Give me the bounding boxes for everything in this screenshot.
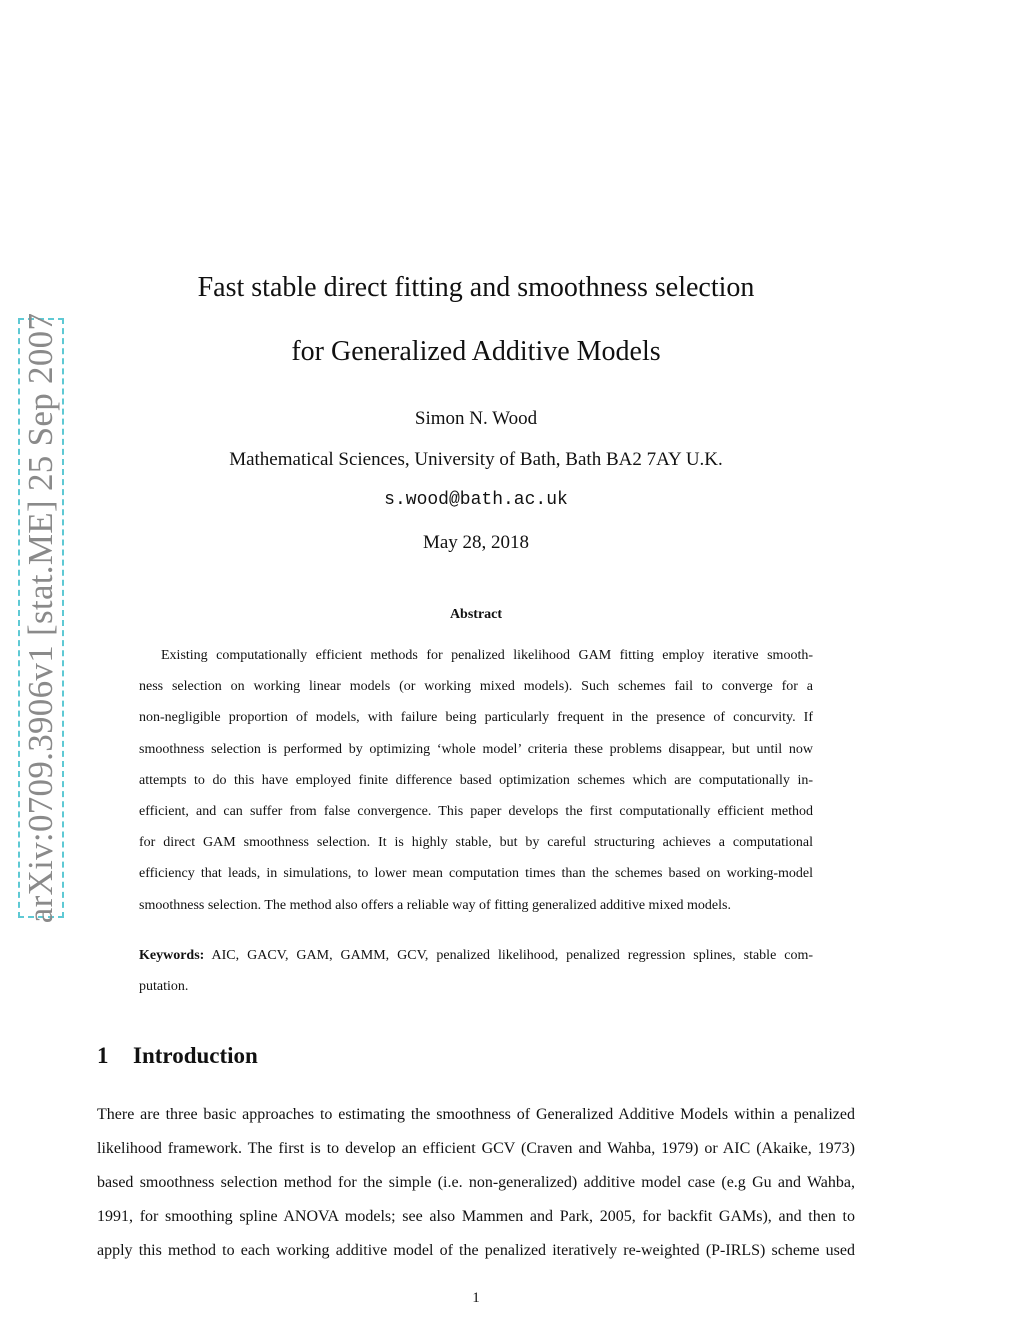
- keywords: [139, 940, 813, 1002]
- abstract-line: efficiency that leads, in simulations, to lower mean computation times than the schemes based on working-model: [139, 866, 813, 882]
- page-number: 1: [472, 1290, 480, 1306]
- keywords-line: putation.: [139, 979, 189, 994]
- abstract-heading: Abstract: [449, 607, 503, 622]
- section-title: Introduction: [133, 1043, 258, 1068]
- keywords-list: AIC, GACV, GAM, GAMM, GCV, penalized likelihood, penalized regression splines, stable com-: [211, 948, 814, 963]
- abstract-line: ness selection on working linear models (or working mixed models). Such schemes fail to converge for a: [139, 679, 813, 695]
- author-affiliation: Mathematical Sciences, University of Bath, Bath BA2 7AY U.K.: [229, 449, 723, 470]
- section-heading: [97, 1043, 258, 1069]
- keywords-line: [139, 940, 813, 971]
- abstract-line: Existing computationally efficient methods for penalized likelihood GAM fitting employ iterative smooth-: [161, 648, 813, 663]
- body-line: based smoothness selection method for the simple (i.e. non-generalized) additive model case (e.g Gu and Wahba,: [97, 1174, 855, 1191]
- abstract-line: smoothness selection is performed by optimizing ‘whole model’ criteria these problems disappear, but until now: [139, 741, 813, 757]
- abstract-body: [139, 640, 813, 921]
- introduction-text: [97, 1098, 855, 1268]
- paper-title-line-2: for Generalized Additive Models: [291, 336, 661, 367]
- arxiv-stamp-text: arXiv:0709.3906v1 [stat.ME] 25 Sep 2007: [21, 312, 60, 924]
- paper-title-line-1: Fast stable direct fitting and smoothness selection: [197, 272, 755, 303]
- author-name: Simon N. Wood: [414, 408, 538, 429]
- keywords-label: Keywords:: [139, 948, 205, 963]
- body-line: likelihood framework. The first is to develop an efficient GCV (Craven and Wahba, 1979) or AIC (Akaike, 1973): [97, 1140, 855, 1157]
- author-email: s.wood@bath.ac.uk: [384, 490, 568, 510]
- body-line: apply this method to each working additive model of the penalized iteratively re-weighted (P-IRLS) scheme used: [97, 1242, 855, 1259]
- abstract-line: smoothness selection. The method also offers a reliable way of fitting generalized additive mixed models.: [139, 897, 731, 913]
- body-line: 1991, for smoothing spline ANOVA models; see also Mammen and Park, 2005, for backfit GAMs), and then to: [97, 1208, 855, 1225]
- abstract-line: attempts to do this have employed finite difference based optimization schemes which are computationally in-: [139, 772, 813, 788]
- abstract-line: non-negligible proportion of models, with failure being particularly frequent in the presence of concurvity. If: [139, 710, 813, 726]
- abstract-line: for direct GAM smoothness selection. It is highly stable, but by careful structuring achieves a computational: [139, 835, 813, 851]
- abstract-line: efficient, and can suffer from false convergence. This paper develops the first computationally efficient method: [139, 804, 813, 820]
- paper-date: May 28, 2018: [422, 532, 530, 553]
- section-number: 1: [97, 1043, 109, 1068]
- body-line: There are three basic approaches to estimating the smoothness of Generalized Additive Models within a penalized: [97, 1106, 855, 1123]
